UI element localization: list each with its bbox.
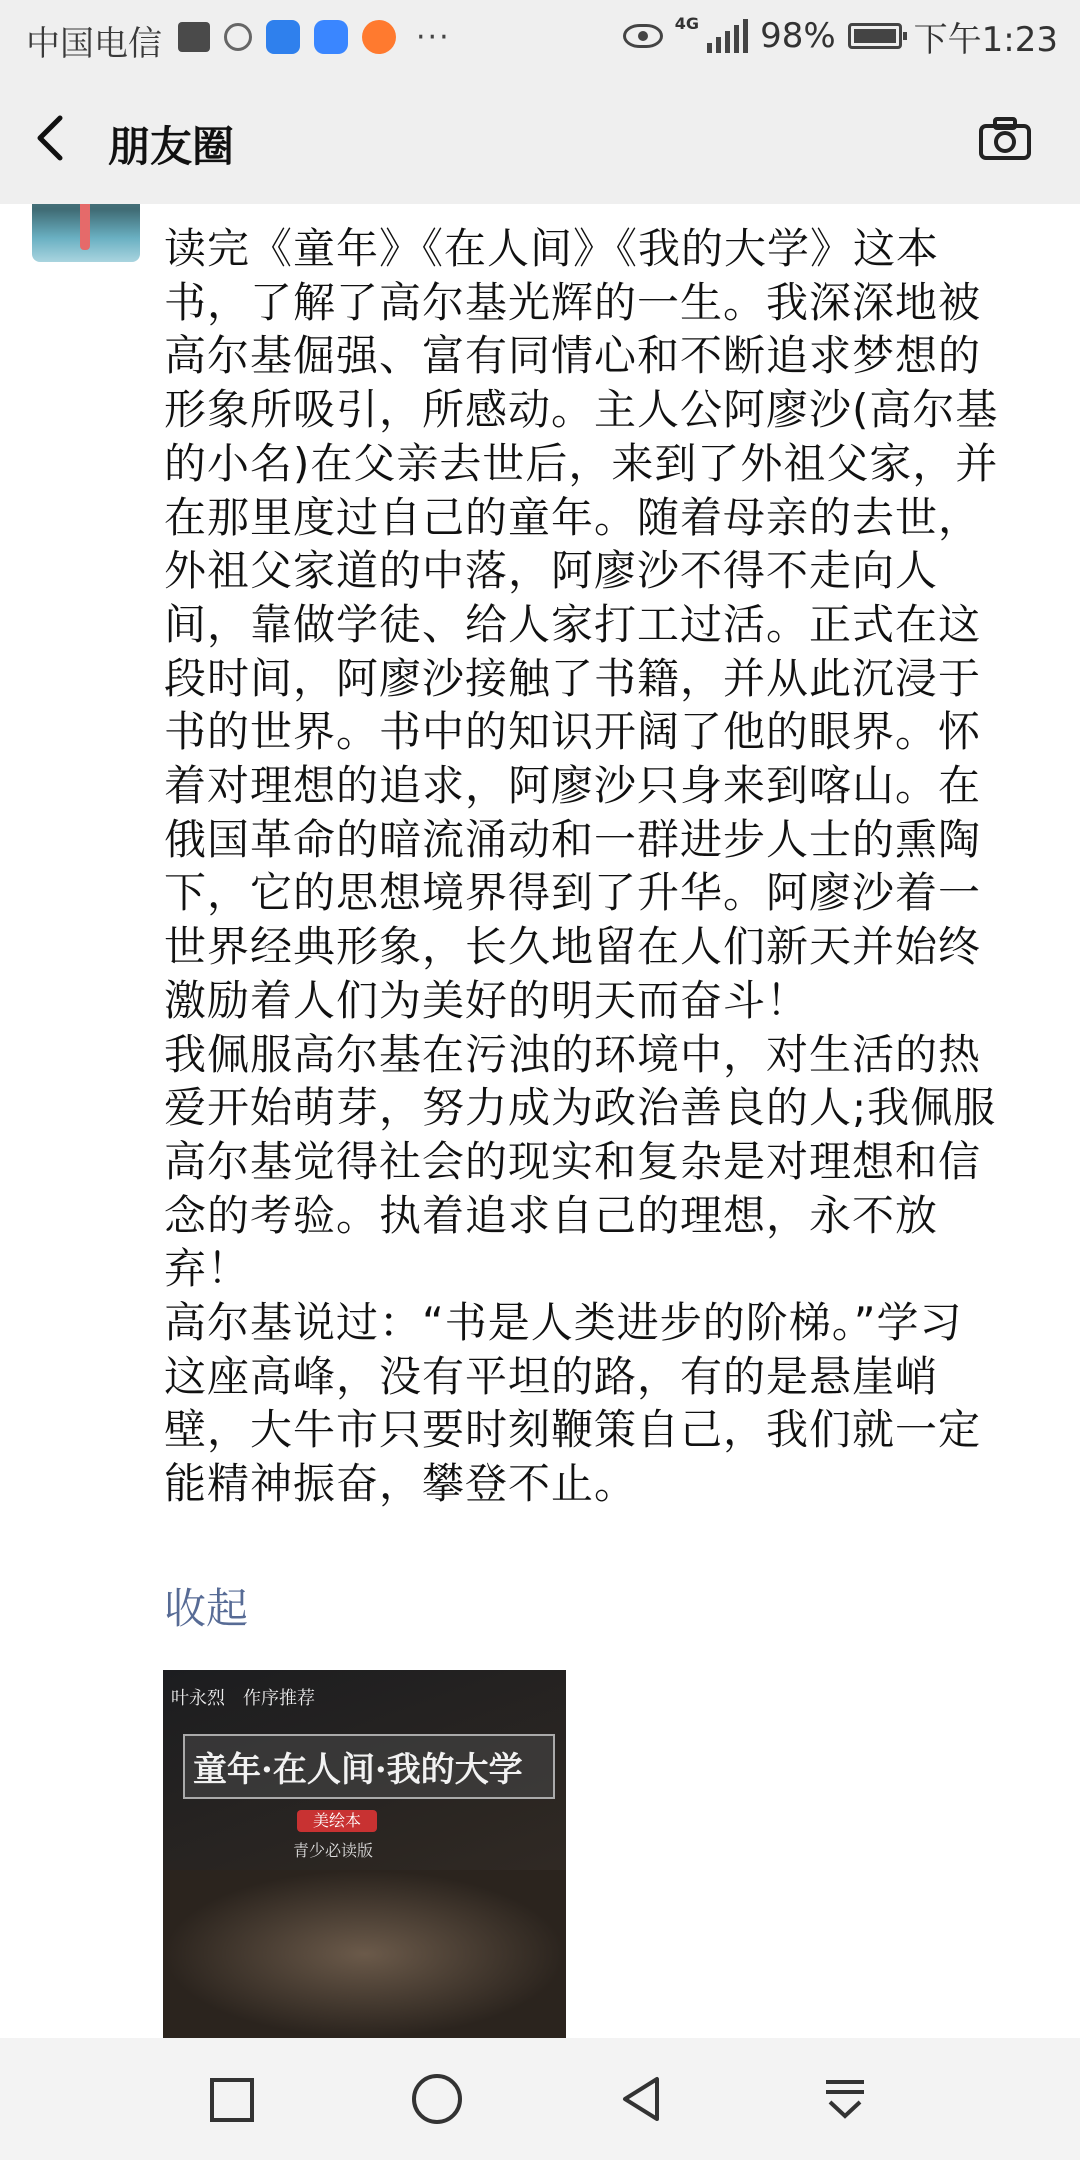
back-chevron-icon xyxy=(30,110,70,166)
eye-comfort-icon xyxy=(623,24,663,48)
post-image[interactable] xyxy=(163,1670,566,2038)
camera-icon xyxy=(978,116,1032,162)
back-button[interactable] xyxy=(30,110,90,170)
notification-icons xyxy=(178,18,451,56)
app-badge-icon xyxy=(362,20,396,54)
header xyxy=(0,74,1080,204)
network-type: 4G xyxy=(674,14,700,33)
post-text: 读完《童年》《在人间》《我的大学》这本书，了解了高尔基光辉的一生。我深深地被高尔基倔强、富有同情心和不断追求梦想的形象所吸引，所感动。主人公阿廖沙(高尔基的小名)在父亲去世后，来到了外祖父家，并在那里度过自己的童年。随着母亲的去世，外祖父家道的中落，阿廖沙不得不走向人间，靠做学徒、给人家打工过活。正式在这段时间，阿廖沙接触了书籍，并从此沉浸于书的世界。书中的知识开阔了他的眼界。怀着对理想的追求，阿廖沙只身来到喀山。在俄国革命的暗流涌动和一群进步人士的熏陶下，它的思想境界得到了升华。阿廖沙着一世界经典形象，长久地留在人们新天并始终激励着人们为美好的明天而奋斗！ 我佩服高尔基在污浊的环境中，对生活的热爱开始萌芽，努力成为政治善良的人;我佩服高尔基觉得社会的现实和复杂是对理想和信念的考验。执着追求自己的理想，永不放弃！ 高尔基说过：“书是人类进步的阶梯。”学习这座高峰，没有平坦的路，有的是悬崖峭壁，大牛市只要时刻鞭策自己，我们就一定能精神振奋，攀登不止。 xyxy=(164,224,999,1509)
book-title: 童年·在人间·我的大学 xyxy=(183,1734,555,1799)
book-cover-illustration xyxy=(163,1870,566,2038)
collapse-link[interactable]: 收起 xyxy=(164,1584,249,1633)
system-navigation-bar xyxy=(0,2038,1080,2160)
status-bar xyxy=(0,0,1080,74)
camera-button[interactable] xyxy=(978,116,1032,162)
circle-home-icon[interactable] xyxy=(412,2074,462,2124)
clock: 下午1:23 xyxy=(913,19,1058,60)
book-subtitle: 青少必读版 xyxy=(293,1841,374,1860)
app-notification-icon xyxy=(314,20,348,54)
activity-icon xyxy=(178,22,210,52)
carrier-label: 中国电信 xyxy=(26,24,162,64)
triangle-back-icon[interactable] xyxy=(617,2074,667,2124)
battery-percent: 98% xyxy=(760,16,836,56)
status-right xyxy=(623,14,1058,58)
page-title: 朋友圈 xyxy=(108,122,235,171)
sound-icon xyxy=(224,23,252,51)
book-top-text: 叶永烈 作序推荐 xyxy=(171,1688,315,1709)
pull-down-notification-icon[interactable] xyxy=(820,2074,870,2124)
battery-icon xyxy=(848,23,902,49)
shield-icon xyxy=(266,20,300,54)
signal-icon xyxy=(707,19,748,53)
moments-feed[interactable] xyxy=(0,204,1080,2038)
avatar[interactable] xyxy=(32,204,140,262)
book-badge: 美绘本 xyxy=(297,1810,377,1832)
square-recent-apps-icon[interactable] xyxy=(210,2078,254,2122)
more-notifications-icon: ··· xyxy=(416,19,451,55)
